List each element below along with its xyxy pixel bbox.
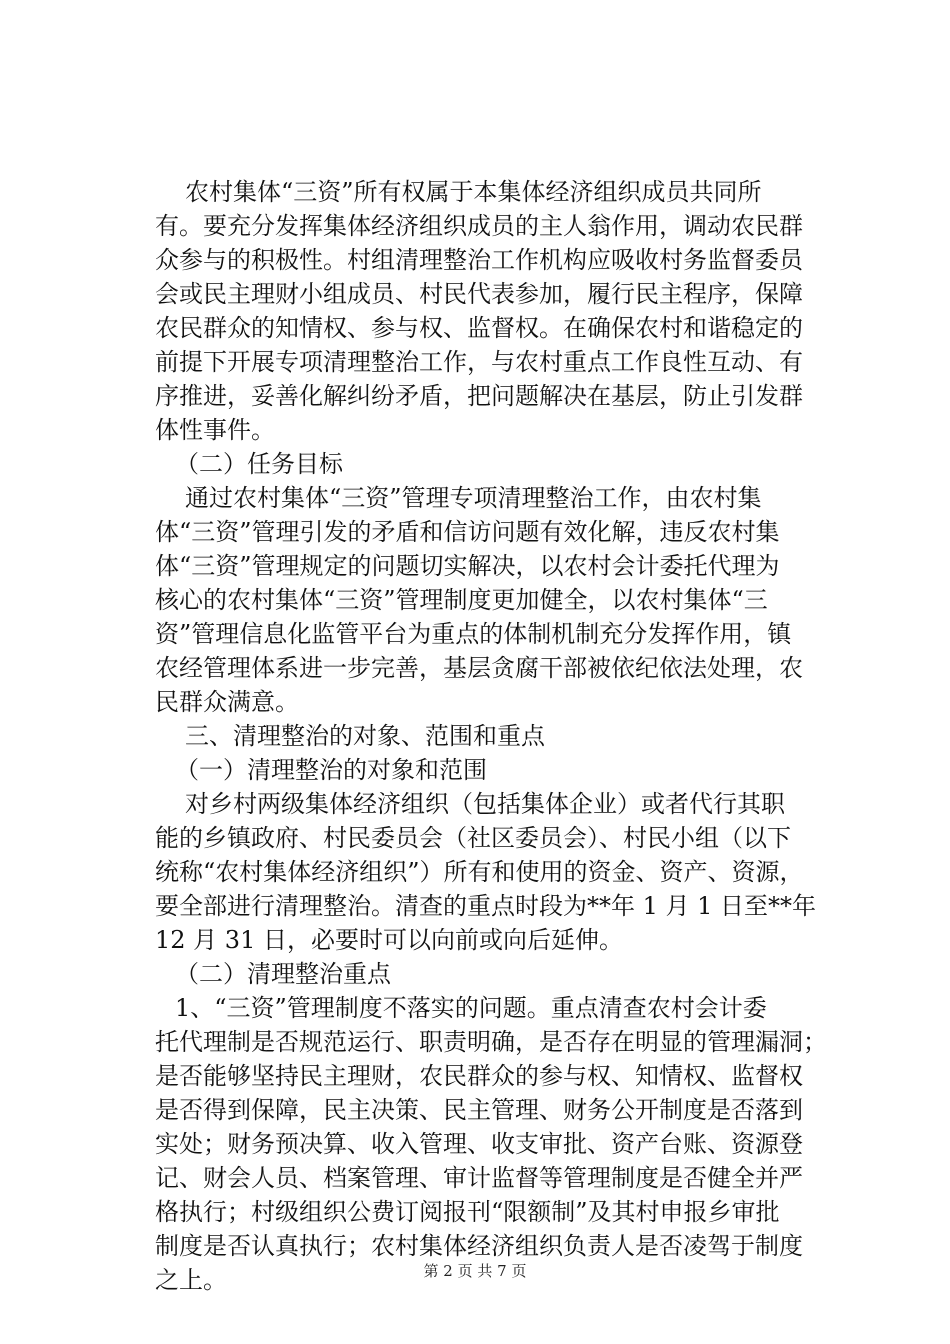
text-line: 体“三资”管理规定的问题切实解决，以农村会计委托代理为 [155, 552, 780, 580]
text-line: 体“三资”管理引发的矛盾和信访问题有效化解，违反农村集 [155, 518, 780, 546]
text-line: 农经管理体系进一步完善，基层贪腐干部被依纪依法处理，农 [155, 654, 803, 682]
section-heading: 三、清理整治的对象、范围和重点 [185, 722, 545, 750]
text-line: 有。要充分发挥集体经济组织成员的主人翁作用，调动农民群 [155, 212, 803, 240]
text-line: 会或民主理财小组成员、村民代表参加，履行民主程序，保障 [155, 280, 803, 308]
text-line: 托代理制是否规范运行、职责明确，是否存在明显的管理漏洞； [155, 1028, 827, 1056]
text-line: 1、“三资”管理制度不落实的问题。重点清查农村会计委 [175, 994, 767, 1022]
text-line: 农村集体“三资”所有权属于本集体经济组织成员共同所 [185, 178, 762, 206]
section-heading: （二）清理整治重点 [175, 960, 391, 988]
text-line: 是否能够坚持民主理财，农民群众的参与权、知情权、监督权 [155, 1062, 803, 1090]
text-line: 前提下开展专项清理整治工作，与农村重点工作良性互动、有 [155, 348, 803, 376]
text-line: 资”管理信息化监管平台为重点的体制机制充分发挥作用，镇 [155, 620, 792, 648]
text-line: 通过农村集体“三资”管理专项清理整治工作，由农村集 [185, 484, 762, 512]
text-line: 格执行；村级组织公费订阅报刊“限额制”及其村申报乡审批 [155, 1198, 780, 1226]
text-line: 制度是否认真执行；农村集体经济组织负责人是否凌驾于制度 [155, 1232, 803, 1260]
text-line: 众参与的积极性。村组清理整治工作机构应吸收村务监督委员 [155, 246, 803, 274]
section-heading: （二）任务目标 [175, 450, 343, 478]
text-line: 记、财会人员、档案管理、审计监督等管理制度是否健全并严 [155, 1164, 803, 1192]
text-line: 实处；财务预决算、收入管理、收支审批、资产台账、资源登 [155, 1130, 803, 1158]
text-line: 农民群众的知情权、参与权、监督权。在确保农村和谐稳定的 [155, 314, 803, 342]
text-line: 体性事件。 [155, 416, 275, 444]
text-line: 能的乡镇政府、村民委员会（社区委员会）、村民小组（以下 [155, 824, 791, 852]
text-line: 序推进，妥善化解纠纷矛盾，把问题解决在基层，防止引发群 [155, 382, 803, 410]
section-heading: （一）清理整治的对象和范围 [175, 756, 487, 784]
text-line: 要全部进行清理整治。清查的重点时段为**年 1 月 1 日至**年 [155, 892, 817, 920]
text-line: 是否得到保障，民主决策、民主管理、财务公开制度是否落到 [155, 1096, 803, 1124]
text-line: 对乡村两级集体经济组织（包括集体企业）或者代行其职 [185, 790, 785, 818]
text-line: 民群众满意。 [155, 688, 299, 716]
page-number-footer: 第 2 页 共 7 页 [423, 1262, 527, 1280]
text-line: 12 月 31 日，必要时可以向前或向后延伸。 [155, 926, 623, 954]
text-line: 统称“农村集体经济组织”）所有和使用的资金、资产、资源， [155, 858, 804, 886]
text-line: 核心的农村集体“三资”管理制度更加健全，以农村集体“三 [155, 586, 768, 614]
text-line: 之上。 [155, 1266, 227, 1294]
